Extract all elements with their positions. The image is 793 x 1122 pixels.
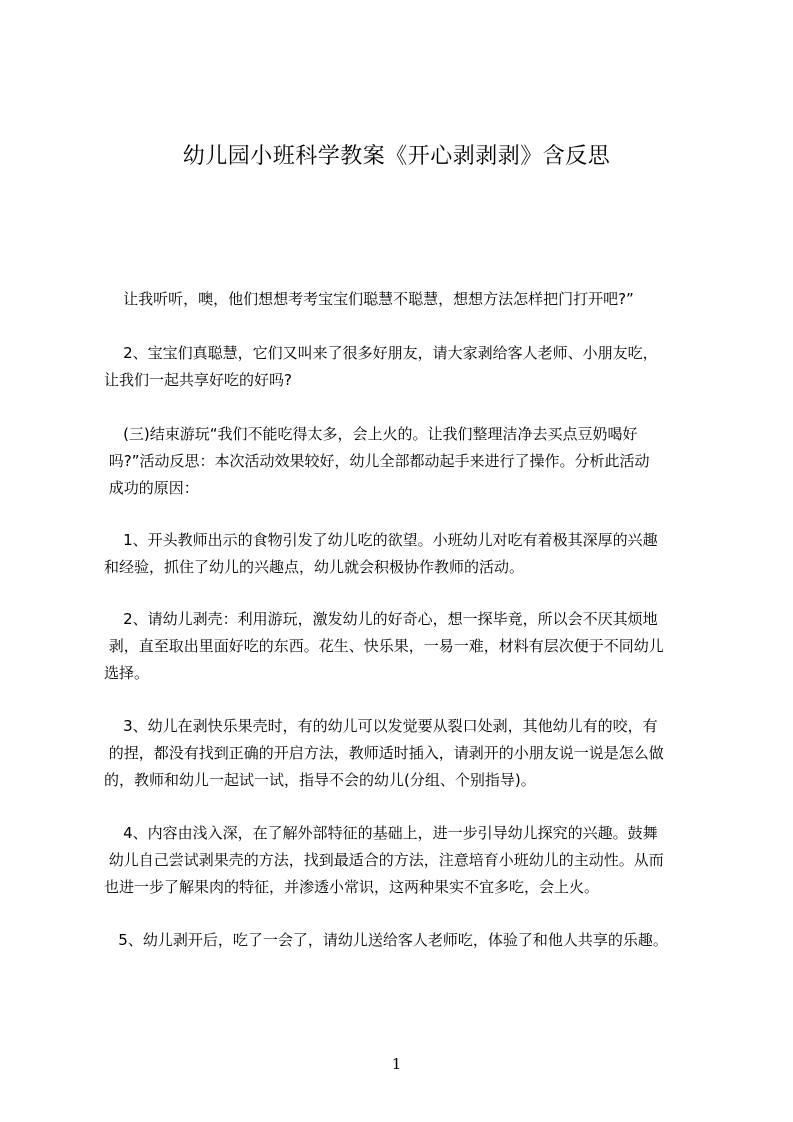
paragraph-line: 吗?”活动反思：本次活动效果较好，幼儿全部都动起手来进行了操作。分析此活动 <box>104 452 650 470</box>
paragraph-3 <box>104 421 714 502</box>
paragraph-7 <box>104 820 714 901</box>
paragraph-line: 剥，直至取出里面好吃的东西。花生、快乐果，一易一难，材料有层次便于不同幼儿 <box>104 637 664 655</box>
paragraph-line: 2、宝宝们真聪慧，它们又叫来了很多好朋友，请大家剥给客人老师、小朋友吃， <box>104 344 658 362</box>
paragraph-line: 的，教师和幼儿一起试一试，指导不会的幼儿(分组、个别指导)。 <box>104 771 536 789</box>
paragraph-4 <box>104 527 714 581</box>
page-number: 1 <box>391 1055 402 1073</box>
paragraph-line: 选择。 <box>104 664 150 682</box>
paragraph-line: 1、开头教师出示的食物引发了幼儿吃的欲望。小班幼儿对吃有着极其深厚的兴趣 <box>104 531 658 549</box>
paragraph-line: 幼儿自己尝试剥果壳的方法，找到最适合的方法，注意培育小班幼儿的主动性。从而 <box>104 851 664 869</box>
paragraph-line: 5、幼儿剥开后，吃了一会了，请幼儿送给客人老师吃，体验了和他人共享的乐趣。 <box>104 931 668 949</box>
document-title: 幼儿园小班科学教案《开心剥剥剥》含反思 <box>182 144 611 169</box>
paragraph-line: 成功的原因： <box>104 479 199 497</box>
paragraph-5 <box>104 606 714 687</box>
paragraph-line: 和经验，抓住了幼儿的兴趣点，幼儿就会积极协作教师的活动。 <box>104 558 525 576</box>
paragraph-2 <box>104 340 714 394</box>
paragraph-line: 2、请幼儿剥壳：利用游玩，激发幼儿的好奇心，想一探毕竟，所以会不厌其烦地 <box>104 610 658 628</box>
paragraph-line: 4、内容由浅入深，在了解外部特征的基础上，进一步引导幼儿探究的兴趣。鼓舞 <box>104 824 658 842</box>
paragraph-line: (三)结束游玩“我们不能吃得太多，会上火的。让我们整理洁净去买点豆奶喝好 <box>104 425 638 443</box>
paragraph-line: 也进一步了解果肉的特征，并渗透小常识，这两种果实不宜多吃，会上火。 <box>104 878 600 896</box>
paragraph-8 <box>104 927 714 954</box>
paragraph-line: 的捏，都没有找到正确的开启方法，教师适时插入，请剥开的小朋友说一说是怎么做 <box>104 744 664 762</box>
paragraph-1 <box>104 286 714 313</box>
paragraph-line: 3、幼儿在剥快乐果壳时，有的幼儿可以发觉要从裂口处剥，其他幼儿有的咬，有 <box>104 717 658 735</box>
paragraph-line: 让我听听，噢，他们想想考考宝宝们聪慧不聪慧，想想方法怎样把门打开吧?” <box>104 290 634 308</box>
paragraph-line: 让我们一起共享好吃的好吗? <box>104 371 292 389</box>
paragraph-6 <box>104 713 714 794</box>
